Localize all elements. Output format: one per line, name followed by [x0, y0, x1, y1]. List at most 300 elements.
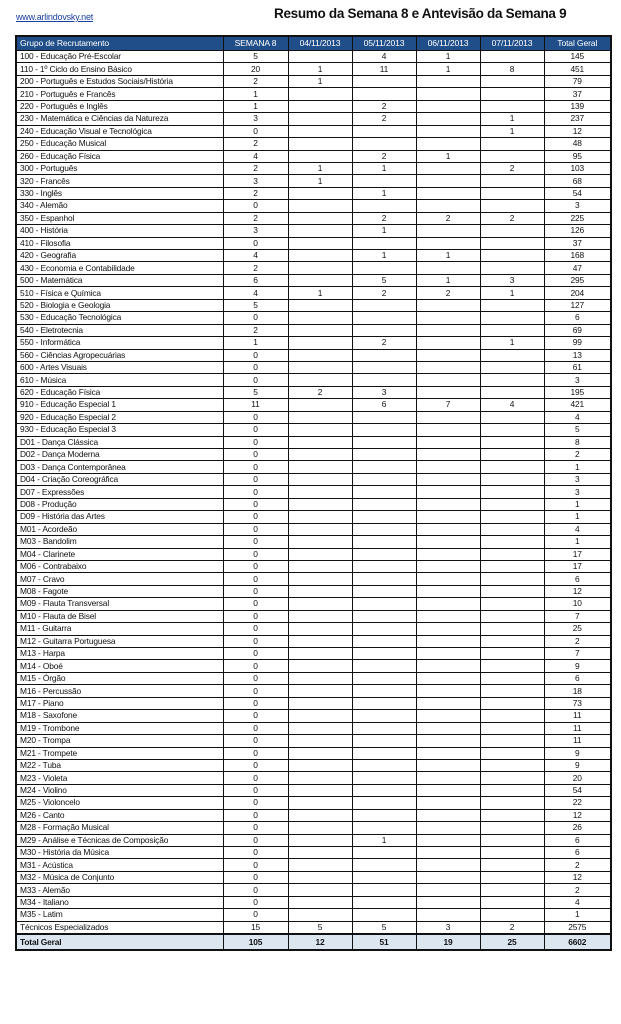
- date-cell: [416, 548, 480, 560]
- total-geral-cell: 61: [544, 361, 611, 373]
- date-cell: 8: [480, 63, 544, 75]
- date-cell: [352, 175, 416, 187]
- table-row: [16, 822, 611, 834]
- total-geral-cell: 139: [544, 100, 611, 112]
- row-label: 540 - Eletrotecnia: [16, 324, 223, 336]
- date-cell: [352, 498, 416, 510]
- row-label: M24 - Violino: [16, 784, 223, 796]
- semana-8-cell: 2: [223, 262, 288, 274]
- date-cell: [416, 871, 480, 883]
- date-cell: [288, 250, 352, 262]
- total-geral-cell: 1: [544, 511, 611, 523]
- date-cell: [288, 623, 352, 635]
- total-geral-cell: 18: [544, 685, 611, 697]
- table-row: [16, 722, 611, 734]
- date-cell: 1: [352, 187, 416, 199]
- date-cell: [352, 610, 416, 622]
- date-cell: [480, 100, 544, 112]
- total-geral-cell: 11: [544, 735, 611, 747]
- date-cell: [352, 449, 416, 461]
- date-cell: 1: [480, 337, 544, 349]
- semana-8-cell: 0: [223, 486, 288, 498]
- table-row: [16, 51, 611, 63]
- row-label: 350 - Espanhol: [16, 212, 223, 224]
- date-cell: [288, 759, 352, 771]
- date-cell: 4: [480, 399, 544, 411]
- row-label: 340 - Alemão: [16, 200, 223, 212]
- total-geral-cell: 37: [544, 237, 611, 249]
- row-label: M17 - Piano: [16, 697, 223, 709]
- row-label: M13 - Harpa: [16, 648, 223, 660]
- semana-8-cell: 0: [223, 859, 288, 871]
- date-cell: [416, 162, 480, 174]
- semana-8-cell: 0: [223, 560, 288, 572]
- total-geral-cell: 9: [544, 660, 611, 672]
- date-cell: [288, 598, 352, 610]
- table-row: [16, 909, 611, 921]
- semana-8-cell: 3: [223, 175, 288, 187]
- date-cell: [352, 200, 416, 212]
- semana-8-cell: 0: [223, 361, 288, 373]
- total-geral-cell: 2: [544, 859, 611, 871]
- date-cell: [288, 735, 352, 747]
- total-geral-cell: 204: [544, 287, 611, 299]
- date-cell: [288, 100, 352, 112]
- date-cell: [416, 113, 480, 125]
- date-cell: [416, 374, 480, 386]
- row-label: 200 - Português e Estudos Sociais/História: [16, 75, 223, 87]
- date-cell: [352, 486, 416, 498]
- row-label: M23 - Violeta: [16, 772, 223, 784]
- date-cell: [288, 324, 352, 336]
- date-cell: [416, 735, 480, 747]
- row-label: D04 - Criação Coreográfica: [16, 473, 223, 485]
- date-cell: 1: [480, 125, 544, 137]
- date-cell: [480, 150, 544, 162]
- table-row: [16, 349, 611, 361]
- page-title: Resumo da Semana 8 e Antevisão da Semana 9: [274, 6, 567, 21]
- date-cell: [416, 138, 480, 150]
- table-row: [16, 573, 611, 585]
- date-cell: [352, 722, 416, 734]
- total-geral-cell: 3: [544, 200, 611, 212]
- date-cell: [480, 536, 544, 548]
- date-cell: [288, 722, 352, 734]
- date-cell: [480, 411, 544, 423]
- row-label: M26 - Canto: [16, 809, 223, 821]
- date-cell: [480, 262, 544, 274]
- column-header-date-2: 05/11/2013: [352, 36, 416, 51]
- date-cell: [480, 809, 544, 821]
- total-geral-cell: 421: [544, 399, 611, 411]
- date-cell: [480, 585, 544, 597]
- semana-8-cell: 2: [223, 212, 288, 224]
- semana-8-cell: 0: [223, 523, 288, 535]
- total-label: Total Geral: [16, 934, 223, 950]
- date-cell: [352, 623, 416, 635]
- date-cell: [416, 361, 480, 373]
- date-cell: [288, 896, 352, 908]
- date-cell: [352, 648, 416, 660]
- semana-8-cell: 0: [223, 374, 288, 386]
- date-cell: 2: [416, 287, 480, 299]
- date-cell: [416, 722, 480, 734]
- table-row: [16, 672, 611, 684]
- table-row: [16, 847, 611, 859]
- date-cell: [480, 834, 544, 846]
- date-cell: [416, 175, 480, 187]
- date-cell: 2: [480, 162, 544, 174]
- row-label: 610 - Música: [16, 374, 223, 386]
- semana-8-cell: 0: [223, 834, 288, 846]
- date-cell: [480, 486, 544, 498]
- date-cell: [288, 797, 352, 809]
- total-geral-cell: 6: [544, 834, 611, 846]
- total-geral-cell: 145: [544, 51, 611, 63]
- total-geral-cell: 237: [544, 113, 611, 125]
- row-label: 410 - Filosofia: [16, 237, 223, 249]
- table-row: [16, 262, 611, 274]
- date-cell: [352, 598, 416, 610]
- date-cell: [416, 697, 480, 709]
- total-geral-cell: 79: [544, 75, 611, 87]
- date-cell: 3: [416, 921, 480, 934]
- date-cell: [288, 486, 352, 498]
- semana-8-cell: 0: [223, 411, 288, 423]
- date-cell: [416, 536, 480, 548]
- date-cell: [288, 511, 352, 523]
- total-geral-cell: 5: [544, 424, 611, 436]
- semana-8-cell: 0: [223, 909, 288, 921]
- semana-8-cell: 0: [223, 685, 288, 697]
- date-cell: 1: [288, 287, 352, 299]
- date-cell: [480, 361, 544, 373]
- date-cell: [352, 635, 416, 647]
- date-cell: [288, 747, 352, 759]
- date-cell: [416, 834, 480, 846]
- date-cell: [416, 859, 480, 871]
- table-row: [16, 225, 611, 237]
- date-cell: [352, 772, 416, 784]
- table-row: [16, 759, 611, 771]
- table-row: [16, 896, 611, 908]
- semana-8-cell: 0: [223, 473, 288, 485]
- table-row: [16, 274, 611, 286]
- total-geral-cell: 12: [544, 809, 611, 821]
- total-geral-cell: 6: [544, 847, 611, 859]
- semana-8-cell: 0: [223, 573, 288, 585]
- total-geral-cell: 3: [544, 486, 611, 498]
- table-row: [16, 449, 611, 461]
- row-label: M29 - Análise e Técnicas de Composição: [16, 834, 223, 846]
- date-cell: [352, 822, 416, 834]
- date-cell: [416, 648, 480, 660]
- total-geral-cell: 25: [544, 623, 611, 635]
- date-cell: [288, 436, 352, 448]
- date-cell: [480, 623, 544, 635]
- table-row: [16, 560, 611, 572]
- date-cell: [416, 573, 480, 585]
- table-row: [16, 784, 611, 796]
- date-cell: [480, 461, 544, 473]
- date-cell: [480, 237, 544, 249]
- table-row: [16, 150, 611, 162]
- date-cell: [352, 797, 416, 809]
- semana-8-cell: 2: [223, 75, 288, 87]
- date-cell: [480, 884, 544, 896]
- date-cell: [416, 623, 480, 635]
- date-cell: [480, 498, 544, 510]
- table-row: [16, 374, 611, 386]
- date-cell: [352, 859, 416, 871]
- table-row: [16, 809, 611, 821]
- semana-8-cell: 5: [223, 299, 288, 311]
- date-cell: [480, 648, 544, 660]
- date-cell: [288, 88, 352, 100]
- total-geral-cell: 2: [544, 635, 611, 647]
- date-cell: [480, 523, 544, 535]
- row-label: D01 - Dança Clássica: [16, 436, 223, 448]
- date-cell: [288, 187, 352, 199]
- date-cell: [416, 635, 480, 647]
- date-cell: [416, 909, 480, 921]
- date-cell: [416, 585, 480, 597]
- date-cell: [288, 660, 352, 672]
- row-label: D08 - Produção: [16, 498, 223, 510]
- date-cell: [352, 88, 416, 100]
- table-row: [16, 685, 611, 697]
- total-geral-cell: 7: [544, 610, 611, 622]
- date-cell: [480, 822, 544, 834]
- total-geral-cell: 17: [544, 560, 611, 572]
- date-cell: 1: [352, 834, 416, 846]
- date-cell: [288, 585, 352, 597]
- date-cell: 4: [352, 51, 416, 63]
- date-cell: [352, 735, 416, 747]
- date-cell: [480, 896, 544, 908]
- semana-8-cell: 15: [223, 921, 288, 934]
- row-label: 930 - Educação Especial 3: [16, 424, 223, 436]
- date-cell: [288, 697, 352, 709]
- semana-8-cell: 0: [223, 784, 288, 796]
- row-label: M03 - Bandolim: [16, 536, 223, 548]
- row-label: M19 - Trombone: [16, 722, 223, 734]
- date-cell: [288, 274, 352, 286]
- semana-8-cell: 5: [223, 386, 288, 398]
- total-cell: 105: [223, 934, 288, 950]
- date-cell: [480, 909, 544, 921]
- date-cell: [480, 772, 544, 784]
- date-cell: [288, 784, 352, 796]
- table-row: [16, 100, 611, 112]
- semana-8-cell: 4: [223, 150, 288, 162]
- date-cell: [288, 548, 352, 560]
- date-cell: [416, 523, 480, 535]
- semana-8-cell: 0: [223, 610, 288, 622]
- date-cell: [288, 113, 352, 125]
- row-label: D02 - Dança Moderna: [16, 449, 223, 461]
- date-cell: [352, 312, 416, 324]
- table-row: [16, 337, 611, 349]
- date-cell: [480, 51, 544, 63]
- date-cell: [288, 672, 352, 684]
- row-label: 230 - Matemática e Ciências da Natureza: [16, 113, 223, 125]
- semana-8-cell: 0: [223, 125, 288, 137]
- semana-8-cell: 0: [223, 884, 288, 896]
- date-cell: [288, 312, 352, 324]
- date-cell: [352, 424, 416, 436]
- table-row: [16, 75, 611, 87]
- row-label: 400 - História: [16, 225, 223, 237]
- date-cell: 2: [480, 212, 544, 224]
- table-row: [16, 871, 611, 883]
- total-geral-cell: 4: [544, 411, 611, 423]
- table-row: [16, 610, 611, 622]
- row-label: 330 - Inglês: [16, 187, 223, 199]
- total-geral-cell: 47: [544, 262, 611, 274]
- semana-8-cell: 0: [223, 735, 288, 747]
- table-row: [16, 200, 611, 212]
- date-cell: 1: [480, 113, 544, 125]
- total-geral-cell: 1: [544, 909, 611, 921]
- date-cell: [480, 349, 544, 361]
- date-cell: 7: [416, 399, 480, 411]
- semana-8-cell: 0: [223, 461, 288, 473]
- date-cell: [352, 847, 416, 859]
- column-header-semana-8: SEMANA 8: [223, 36, 288, 51]
- total-geral-cell: 3: [544, 374, 611, 386]
- semana-8-cell: 0: [223, 772, 288, 784]
- date-cell: [480, 88, 544, 100]
- row-label: 420 - Geografia: [16, 250, 223, 262]
- date-cell: 1: [352, 162, 416, 174]
- table-row: [16, 424, 611, 436]
- date-cell: [352, 560, 416, 572]
- row-label: 110 - 1º Ciclo do Ensino Básico: [16, 63, 223, 75]
- total-geral-cell: 295: [544, 274, 611, 286]
- row-label: 510 - Física e Química: [16, 287, 223, 299]
- total-geral-cell: 1: [544, 498, 611, 510]
- total-geral-cell: 20: [544, 772, 611, 784]
- row-label: 240 - Educação Visual e Tecnológica: [16, 125, 223, 137]
- table-row: [16, 648, 611, 660]
- date-cell: [352, 138, 416, 150]
- semana-8-cell: 2: [223, 324, 288, 336]
- date-cell: 5: [288, 921, 352, 934]
- column-header-date-4: 07/11/2013: [480, 36, 544, 51]
- date-cell: [352, 299, 416, 311]
- table-row: [16, 473, 611, 485]
- table-row: [16, 461, 611, 473]
- row-label: M22 - Tuba: [16, 759, 223, 771]
- table-body: [16, 51, 611, 935]
- column-header-grupo: Grupo de Recrutamento: [16, 36, 223, 51]
- site-link[interactable]: www.arlindovsky.net: [16, 12, 94, 22]
- date-cell: [288, 635, 352, 647]
- semana-8-cell: 1: [223, 100, 288, 112]
- date-cell: [480, 598, 544, 610]
- date-cell: [352, 262, 416, 274]
- date-cell: [288, 299, 352, 311]
- date-cell: [480, 697, 544, 709]
- semana-8-cell: 5: [223, 51, 288, 63]
- semana-8-cell: 0: [223, 648, 288, 660]
- date-cell: [480, 511, 544, 523]
- date-cell: [352, 237, 416, 249]
- table-row: [16, 312, 611, 324]
- row-label: 560 - Ciências Agropecuárias: [16, 349, 223, 361]
- date-cell: [480, 449, 544, 461]
- date-cell: [416, 598, 480, 610]
- date-cell: [288, 809, 352, 821]
- row-label: 600 - Artes Visuais: [16, 361, 223, 373]
- date-cell: [416, 187, 480, 199]
- total-geral-cell: 73: [544, 697, 611, 709]
- semana-8-cell: 0: [223, 585, 288, 597]
- total-geral-cell: 69: [544, 324, 611, 336]
- row-label: M15 - Órgão: [16, 672, 223, 684]
- semana-8-cell: 0: [223, 710, 288, 722]
- semana-8-cell: 0: [223, 896, 288, 908]
- semana-8-cell: 0: [223, 871, 288, 883]
- date-cell: 2: [352, 287, 416, 299]
- date-cell: [352, 809, 416, 821]
- date-cell: 5: [352, 921, 416, 934]
- total-geral-cell: 7: [544, 648, 611, 660]
- semana-8-cell: 0: [223, 424, 288, 436]
- semana-8-cell: 0: [223, 797, 288, 809]
- row-label: Técnicos Especializados: [16, 921, 223, 934]
- date-cell: [416, 200, 480, 212]
- date-cell: [352, 349, 416, 361]
- table-row: [16, 772, 611, 784]
- total-cell: 25: [480, 934, 544, 950]
- date-cell: [416, 461, 480, 473]
- date-cell: [416, 75, 480, 87]
- semana-8-cell: 0: [223, 759, 288, 771]
- date-cell: [288, 710, 352, 722]
- total-geral-cell: 54: [544, 784, 611, 796]
- semana-8-cell: 0: [223, 548, 288, 560]
- date-cell: [480, 660, 544, 672]
- date-cell: [352, 473, 416, 485]
- date-cell: [480, 436, 544, 448]
- date-cell: 2: [352, 150, 416, 162]
- date-cell: [480, 187, 544, 199]
- total-geral-cell: 168: [544, 250, 611, 262]
- table-row: [16, 113, 611, 125]
- date-cell: [288, 560, 352, 572]
- date-cell: [288, 834, 352, 846]
- row-label: D03 - Dança Contemporânea: [16, 461, 223, 473]
- total-geral-cell: 4: [544, 896, 611, 908]
- row-label: D09 - História das Artes: [16, 511, 223, 523]
- semana-8-cell: 1: [223, 337, 288, 349]
- date-cell: 1: [288, 75, 352, 87]
- date-cell: 1: [416, 63, 480, 75]
- row-label: M01 - Acordeão: [16, 523, 223, 535]
- table-row: [16, 361, 611, 373]
- date-cell: [480, 635, 544, 647]
- date-cell: [416, 660, 480, 672]
- date-cell: [480, 722, 544, 734]
- total-geral-cell: 13: [544, 349, 611, 361]
- table-row: [16, 523, 611, 535]
- date-cell: [480, 312, 544, 324]
- table-row: [16, 585, 611, 597]
- semana-8-cell: 0: [223, 598, 288, 610]
- date-cell: [480, 759, 544, 771]
